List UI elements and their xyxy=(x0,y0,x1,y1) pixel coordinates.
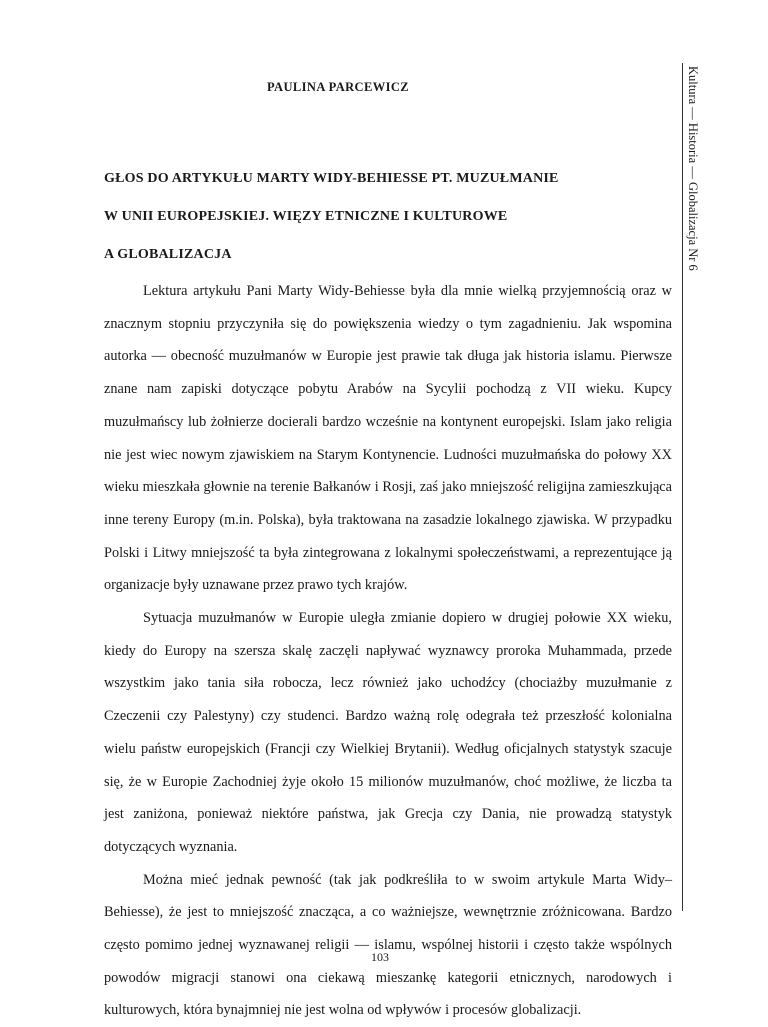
running-head: Kultura — Historia — Globalizacja Nr 6 xyxy=(686,66,700,271)
title-line: W UNII EUROPEJSKIEJ. WIĘZY ETNICZNE I KULTUROWE xyxy=(104,209,508,224)
paragraph: Sytuacja muzułmanów w Europie uległa zmianie dopiero w drugiej połowie XX wieku, kiedy do Europy na szersza skalę zaczęli napływać wyznawcy proroka Muhammada, przede wszystkim jako tania siła robocza, lecz również jako uchodźcy (chociażby muzułmanie z Czeczenii czy Palestyny) czy studenci. Bardzo ważną rolę odegrała też przeszłość kolonialna wielu państw europejskich (Francji czy Wielkiej Brytanii). Według oficjalnych statystyk szacuje się, że w Europie Zachodniej żyje około 15 milionów muzułmanów, choć możliwe, że liczba ta jest zaniżona, ponieważ niektóre państwa, jak Grecja czy Dania, nie prowadzą statystyk dotyczących wyznania. xyxy=(104,610,672,855)
title-line: A GLOBALIZACJA xyxy=(104,247,232,262)
running-head-rule xyxy=(682,63,683,911)
author-name: PAULINA PARCEWICZ xyxy=(266,80,410,94)
page-number: 103 xyxy=(371,950,389,964)
paragraph: Można mieć jednak pewność (tak jak podkreśliła to w swoim artykule Marta Widy–Behiesse), że jest to mniejszość znacząca, a co ważniejsze, wewnętrznie zróżnicowana. Bardzo często pomimo jednej wyznawanej religii — islamu, wspólnej historii i często także wspólnych powodów migracji stanowi ona ciekawą mieszankę kategorii etnicznych, narodowych i kulturowych, która bynajmniej nie jest wolna od wpływów i procesów globalizacji. xyxy=(104,871,672,1019)
article-body xyxy=(104,275,672,1027)
paragraph: Lektura artykułu Pani Marty Widy-Behiesse była dla mnie wielką przyjemnością oraz w znacznym stopniu przyczyniła się do powiększenia wiedzy o tym zagadnieniu. Jak wspomina autorka — obecność muzułmanów w Europie jest prawie tak długa jak historia islamu. Pierwsze znane nam zapiski dotyczące pobytu Arabów na Sycylii pochodzą z VII wieku. Kupcy muzułmańscy lub żołnierze docierali bardzo wcześnie na kontynent europejski. Islam jako religia nie jest wiec nowym zjawiskiem na Starym Kontynencie. Ludności muzułmańska do połowy XX wieku mieszkała głownie na terenie Bałkanów i Rosji, zaś jako mniejszość religijna zamieszkująca inne tereny Europy (m.in. Polska), była traktowana na zasadzie lokalnego zjawiska. W przypadku Polski i Litwy mniejszość ta była zintegrowana z lokalnymi społeczeństwami, a reprezentujące ją organizacje były uznawane przez prawo tych krajów. xyxy=(104,283,672,594)
article-title xyxy=(104,160,684,274)
title-line: GŁOS DO ARTYKUŁU MARTY WIDY-BEHIESSE PT. MUZUŁMANIE xyxy=(104,171,559,186)
